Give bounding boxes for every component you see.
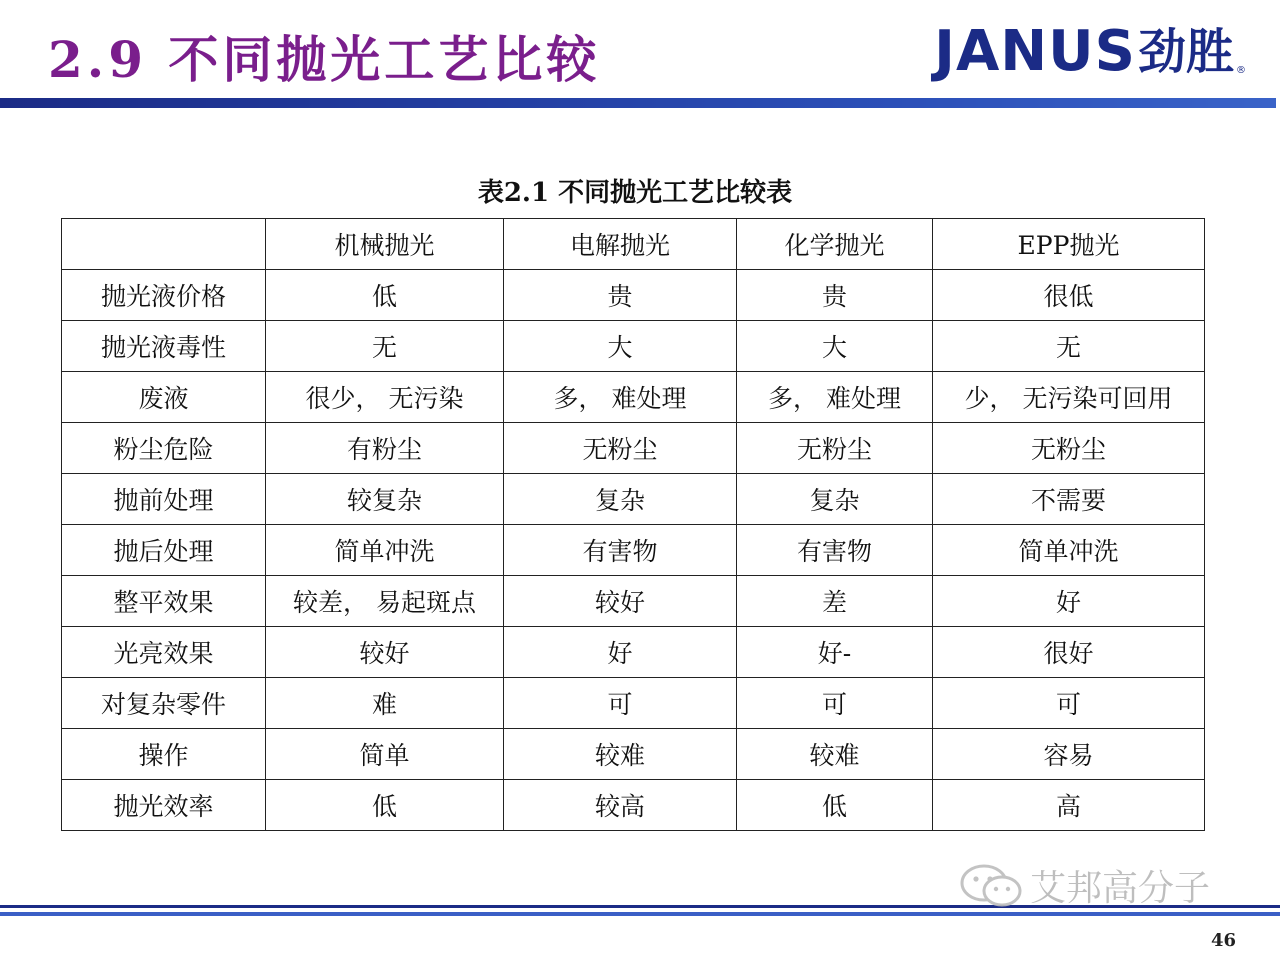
slide-title: 2.9 不同抛光工艺比较	[48, 30, 601, 89]
table-row	[62, 627, 1205, 678]
table-cell: 可	[504, 678, 737, 729]
row-label: 抛后处理	[62, 525, 266, 576]
table-cell: 差	[737, 576, 933, 627]
table-cell: 可	[933, 678, 1205, 729]
table-cell: 较复杂	[266, 474, 504, 525]
table-cell: 复杂	[504, 474, 737, 525]
table-row	[62, 678, 1205, 729]
table-row	[62, 525, 1205, 576]
footer-divider-bottom	[0, 912, 1280, 916]
table-cell: 简单冲洗	[266, 525, 504, 576]
table-cell: 多， 难处理	[737, 372, 933, 423]
header-chemical-polishing: 化学抛光	[737, 219, 933, 270]
table-row	[62, 321, 1205, 372]
table-cell: 低	[266, 780, 504, 831]
table-cell: 少， 无污染可回用	[933, 372, 1205, 423]
row-label: 操作	[62, 729, 266, 780]
logo-chinese-text: 劲胜	[1137, 24, 1234, 80]
table-row	[62, 372, 1205, 423]
table-cell: 贵	[737, 270, 933, 321]
table-header-row	[62, 219, 1205, 270]
table-cell: 很少， 无污染	[266, 372, 504, 423]
row-label: 整平效果	[62, 576, 266, 627]
table-cell: 有害物	[737, 525, 933, 576]
table-cell: 好	[933, 576, 1205, 627]
row-label: 对复杂零件	[62, 678, 266, 729]
table-row	[62, 729, 1205, 780]
table-row	[62, 576, 1205, 627]
company-logo	[934, 19, 1246, 84]
table-cell: 无粉尘	[504, 423, 737, 474]
header-electrolytic-polishing: 电解抛光	[504, 219, 737, 270]
table-row	[62, 474, 1205, 525]
registered-mark: ®	[1236, 65, 1246, 76]
row-label: 粉尘危险	[62, 423, 266, 474]
table-cell: 较好	[266, 627, 504, 678]
row-label: 抛光液价格	[62, 270, 266, 321]
table-cell: 高	[933, 780, 1205, 831]
table-cell: 低	[737, 780, 933, 831]
row-label: 抛光效率	[62, 780, 266, 831]
table-row	[62, 270, 1205, 321]
table-row	[62, 423, 1205, 474]
table-cell: 可	[737, 678, 933, 729]
header-epp-polishing: EPP抛光	[933, 219, 1205, 270]
table-cell: 较高	[504, 780, 737, 831]
table-cell: 大	[737, 321, 933, 372]
table-cell: 很好	[933, 627, 1205, 678]
table-cell: 多， 难处理	[504, 372, 737, 423]
table-cell: 有粉尘	[266, 423, 504, 474]
title-divider	[0, 98, 1276, 108]
table-cell: 简单冲洗	[933, 525, 1205, 576]
table-cell: 较难	[737, 729, 933, 780]
table-cell: 贵	[504, 270, 737, 321]
row-label: 抛前处理	[62, 474, 266, 525]
table-cell: 无粉尘	[737, 423, 933, 474]
header-corner-cell	[62, 219, 266, 270]
row-label: 抛光液毒性	[62, 321, 266, 372]
watermark	[958, 860, 1210, 911]
table-cell: 大	[504, 321, 737, 372]
header-mechanical-polishing: 机械抛光	[266, 219, 504, 270]
table-caption: 表2.1 不同抛光工艺比较表	[477, 178, 793, 208]
table-cell: 不需要	[933, 474, 1205, 525]
table-cell: 复杂	[737, 474, 933, 525]
table-cell: 无	[266, 321, 504, 372]
table-cell: 很低	[933, 270, 1205, 321]
table-cell: 无	[933, 321, 1205, 372]
table-cell: 好-	[737, 627, 933, 678]
table-cell: 较差， 易起斑点	[266, 576, 504, 627]
table-cell: 容易	[933, 729, 1205, 780]
table-cell: 较难	[504, 729, 737, 780]
table-cell: 较好	[504, 576, 737, 627]
page-number: 46	[1210, 930, 1236, 951]
table-cell: 有害物	[504, 525, 737, 576]
table-cell: 好	[504, 627, 737, 678]
comparison-table	[61, 218, 1205, 831]
table-cell: 难	[266, 678, 504, 729]
row-label: 光亮效果	[62, 627, 266, 678]
table-cell: 低	[266, 270, 504, 321]
table-cell: 简单	[266, 729, 504, 780]
table-row	[62, 780, 1205, 831]
wechat-icon	[958, 863, 1024, 909]
logo-latin-text: JANUS	[934, 19, 1136, 84]
watermark-text: 艾邦高分子	[1030, 868, 1211, 909]
row-label: 废液	[62, 372, 266, 423]
table-cell: 无粉尘	[933, 423, 1205, 474]
